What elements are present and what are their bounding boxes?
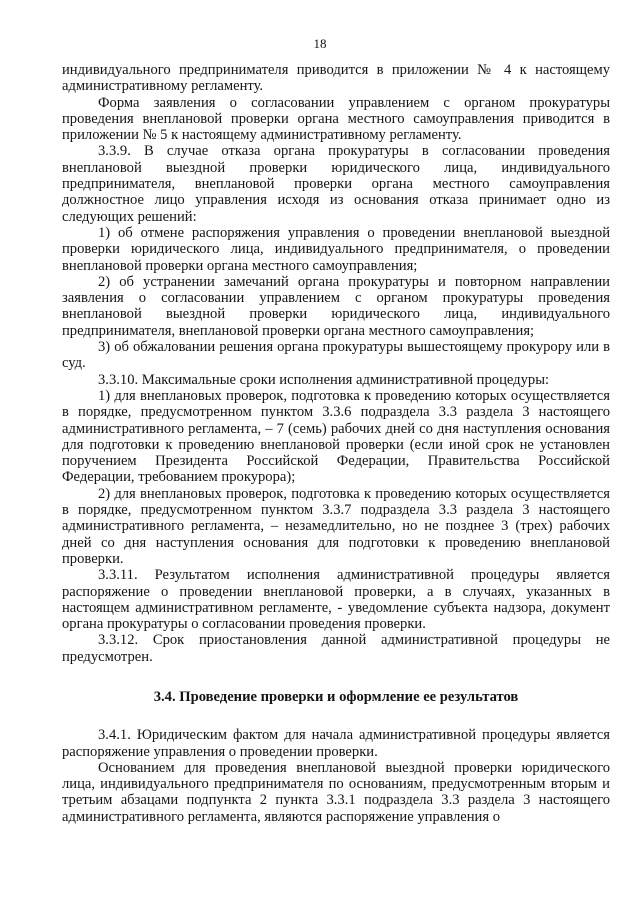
list-item: 3) об обжаловании решения органа прокуратуры вышестоящему прокурору или в суд. [62,339,610,372]
list-item: 2) об устранении замечаний органа прокуратуры и повторном направлении заявления о согласовании управлением с органом прокуратуры проведения внеплановой выездной проверки юридического лица, индивидуального предпринимателя, внеплановой проверки органа местного самоуправления; [62,273,610,339]
paragraph: 3.3.12. Срок приостановления данной административной процедуры не предусмотрен. [62,632,610,665]
paragraph: 3.3.10. Максимальные сроки исполнения административной процедуры: [98,371,550,388]
list-item: 1) об отмене распоряжения управления о проведении внеплановой выездной проверки юридического лица, индивидуального предпринимателя, о проведении внеплановой проверки органа местного самоуправления; [62,224,610,274]
paragraph: 3.3.11. Результатом исполнения административной процедуры является распоряжение о проведении внеплановой проверки, а в случаях, указанных в настоящем административном регламенте, - уведомление субъекта надзора, документ органа прокуратуры о согласовании проведения проверки. [62,567,610,633]
page-number: 18 [313,36,327,51]
paragraph: 3.4.1. Юридическим фактом для начала административной процедуры является распоряжение управления о проведении проверки. [62,727,610,760]
document-body [62,62,610,825]
paragraph: Форма заявления о согласовании управлением с органом прокуратуры проведения внеплановой проверки органа местного самоуправления приводится в приложении № 5 к настоящему административному регламенту. [62,94,610,144]
paragraph: индивидуального предпринимателя приводится в приложении № 4 к настоящему административному регламенту. [62,62,610,95]
section-heading: 3.4. Проведение проверки и оформление ее результатов [153,688,519,705]
paragraph: Основанием для проведения внеплановой выездной проверки юридического лица, индивидуального предпринимателя по основаниям, предусмотренным вторым и третьим абзацами подпункта 2 пункта 3.3.1 подраздела 3.3 раздела 3 настоящего административного регламента, являются распоряжение управления о [62,759,610,825]
list-item: 1) для внеплановых проверок, подготовка к проведению которых осуществляется в порядке, предусмотренном пунктом 3.3.6 подраздела 3.3 раздела 3 настоящего административного регламента, – 7 (семь) рабочих дней со дня наступления основания для подготовки к проведению внеплановой проверки (если иной срок не установлен поручением Президента Российской Федерации, Правительства Российской Федерации, требованием прокурора); [62,387,610,486]
list-item: 2) для внеплановых проверок, подготовка к проведению которых осуществляется в порядке, предусмотренном пунктом 3.3.7 подраздела 3.3 раздела 3 настоящего административного регламента, – незамедлительно, но не позднее 3 (трех) рабочих дней со дня наступления основания для подготовки к проведению внеплановой проверки. [62,485,610,567]
paragraph: 3.3.9. В случае отказа органа прокуратуры в согласовании проведения внеплановой выездной проверки юридического лица, индивидуального предпринимателя, внеплановой проверки органа местного самоуправления должностное лицо управления исходя из основания отказа принимает одно из следующих решений: [62,143,610,225]
